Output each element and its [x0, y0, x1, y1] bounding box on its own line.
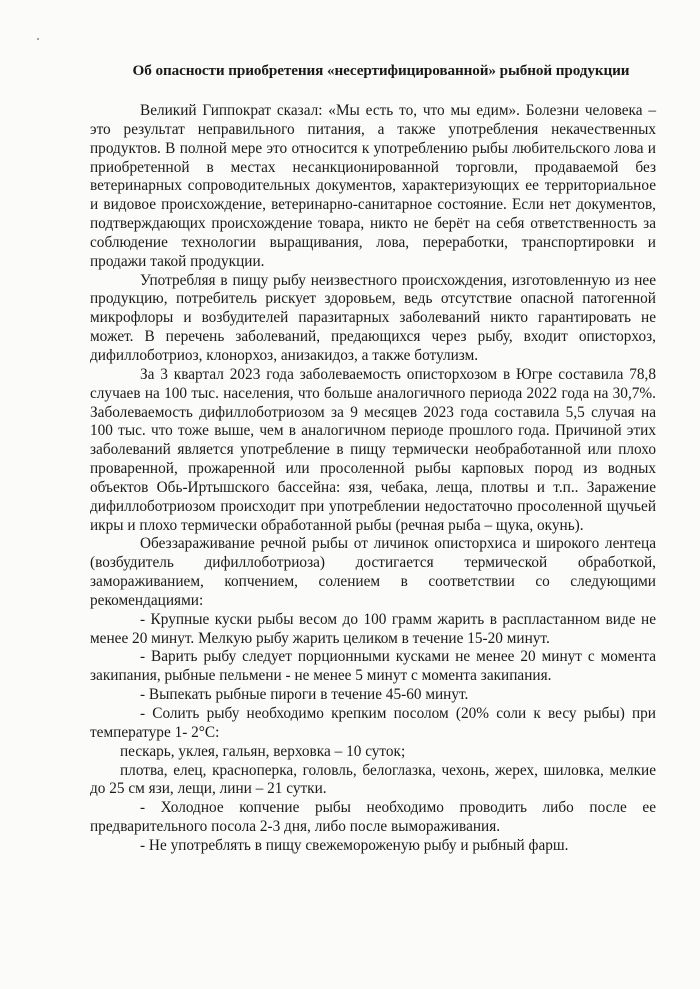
recommendation-smoking: - Холодное копчение рыбы необходимо проводить либо после ее предварительного посола 2-3 дня, либо после вымораживания.	[90, 799, 656, 836]
paragraph-disinfection: Обеззараживание речной рыбы от личинок описторхиса и широкого лентеца (возбудитель дифиллоботриоза) достигается термической обработкой, замораживанием, копчением, солением в соответствии со следующими рекомендациями:	[90, 535, 656, 609]
paragraph-statistics: За 3 квартал 2023 года заболеваемость описторхозом в Югре составила 78,8 случаев на 100 тыс. населения, что больше аналогичного периода 2022 года на 30,7%. Заболеваемость дифиллоботриозом за 9 месяцев 2023 года составила 5,5 случая на 100 тыс. что тоже выше, чем в аналогичном периоде прошлого года. Причиной этих заболеваний является употребление в пищу термически необработанной или плохо проваренной, прожаренной или просоленной рыбы карповых пород из водных объектов Обь-Иртышского бассейна: язя, чебака, леща, плотвы и т.п.. Заражение дифиллоботриозом происходит при употреблении недостаточно просоленной щучьей икры и плохо термически обработанной рыбы (речная рыба – щука, окунь).	[90, 365, 656, 534]
document-page	[90, 62, 656, 856]
salting-10-days: пескарь, уклея, гальян, верховка – 10 суток;	[120, 742, 406, 760]
recommendation-boiling: - Варить рыбу следует порционными кусками не менее 20 минут с момента закипания, рыбные пельмени - не менее 5 минут с момента закипания.	[90, 648, 656, 685]
recommendation-frying: - Крупные куски рыбы весом до 100 грамм жарить в распластанном виде не менее 20 минут. Мелкую рыбу жарить целиком в течение 15-20 минут.	[90, 610, 656, 647]
paragraph-risks: Употребляя в пищу рыбу неизвестного происхождения, изготовленную из нее продукцию, потребитель рискует здоровьем, ведь отсутствие опасной патогенной микрофлоры и возбудителей паразитарных заболеваний никто гарантировать не может. В перечень заболеваний, предающихся через рыбу, входит описторхоз, дифиллоботриоз, клонорхоз, анизакидоз, а также ботулизм.	[90, 271, 656, 364]
recommendation-salting: - Солить рыбу необходимо крепким посолом (20% соли к весу рыбы) при температуре 1- 2°С:	[90, 705, 656, 741]
salting-21-days: плотва, елец, красноперка, головль, белоглазка, чехонь, жерех, шиловка, мелкие до 25 см язи, лещи, лини – 21 сутки.	[90, 761, 656, 798]
scan-speck	[37, 38, 39, 40]
paragraph-intro: Великий Гиппократ сказал: «Мы есть то, что мы едим». Болезни человека – это результат неправильного питания, а также употребления некачественных продуктов. В полной мере это относится к употреблению рыбы любительского лова и приобретенной в местах несанкционированной торговли, продаваемой без ветеринарных сопроводительных документов, характеризующих ее территориальное и видовое происхождение, ветеринарно-санитарное состояние. Если нет документов, подтверждающих происхождение товара, никто не берёт на себя ответственность за соблюдение технологии выращивания, лова, переработки, транспортировки и продажи такой продукции.	[90, 102, 656, 270]
recommendation-frozen: - Не употреблять в пищу свежемороженую рыбу и рыбный фарш.	[140, 836, 569, 854]
recommendation-baking: - Выпекать рыбные пироги в течение 45-60 минут.	[140, 686, 469, 704]
document-title: Об опасности приобретения «несертифицированной» рыбной продукции	[132, 62, 630, 79]
document-body	[90, 102, 656, 856]
